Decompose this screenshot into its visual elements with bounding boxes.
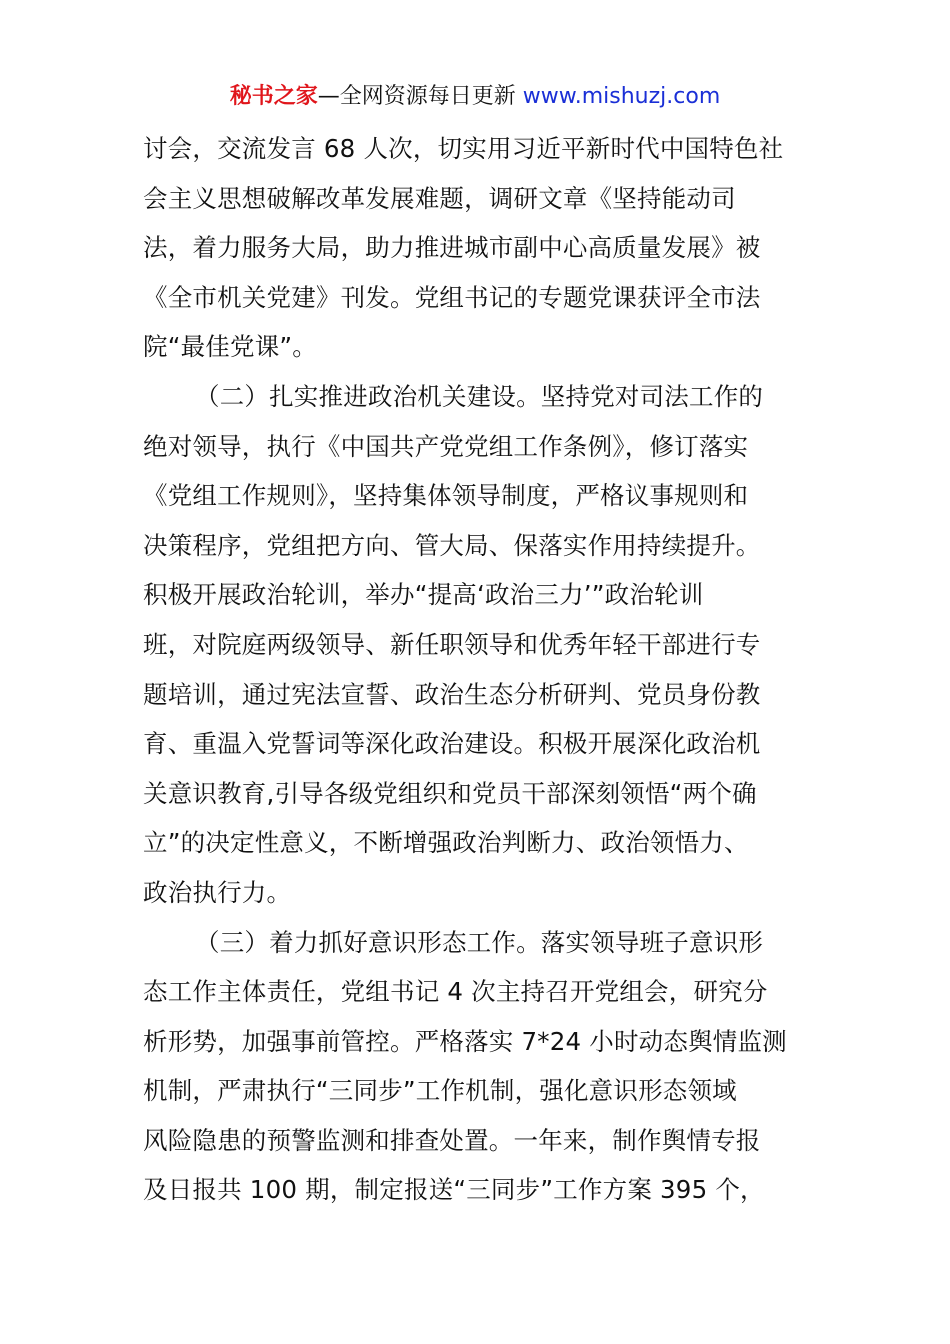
site-header [0, 82, 950, 112]
text-line: 风险隐患的预警监测和排查处置。一年来，制作舆情专报 [143, 1125, 761, 1155]
site-url-link[interactable]: www.mishuzj.com [522, 84, 721, 109]
site-brand: 秘书之家 [229, 84, 318, 109]
text-line: 积极开展政治轮训，举办“提高‘政治三力’”政治轮训 [143, 580, 704, 610]
text-line: 机制，严肃执行“三同步”工作机制，强化意识形态领域 [143, 1076, 737, 1106]
text-line: 班，对院庭两级领导、新任职领导和优秀年轻干部进行专 [143, 629, 761, 659]
text-line: 政治执行力。 [143, 877, 292, 907]
section-heading-line: （三）着力抓好意识形态工作。落实领导班子意识形 [195, 927, 764, 957]
section-heading-line: （二）扎实推进政治机关建设。坚持党对司法工作的 [195, 381, 764, 411]
document-body [143, 124, 807, 1215]
text-line: 及日报共 100 期，制定报送“三同步”工作方案 395 个， [143, 1175, 765, 1205]
text-line: 讨会，交流发言 68 人次，切实用习近平新时代中国特色社 [143, 134, 784, 163]
text-line: 决策程序，党组把方向、管大局、保落实作用持续提升。 [143, 530, 761, 560]
text-line: 绝对领导，执行《中国共产党党组工作条例》，修订落实 [143, 431, 749, 461]
text-line: 会主义思想破解改革发展难题，调研文章《坚持能动司 [143, 183, 736, 213]
text-line: 《党组工作规则》，坚持集体领导制度，严格议事规则和 [143, 481, 749, 511]
text-line: 题培训，通过宪法宣誓、政治生态分析研判、党员身份教 [143, 679, 761, 709]
text-line: 立”的决定性意义，不断增强政治判断力、政治领悟力、 [143, 828, 749, 858]
text-line: 态工作主体责任，党组书记 4 次主持召开党组会，研究分 [143, 977, 768, 1007]
text-line: 法，着力服务大局，助力推进城市副中心高质量发展》被 [143, 233, 761, 263]
text-line: 关意识教育,引导各级党组织和党员干部深刻领悟“两个确 [143, 778, 757, 808]
text-line: 院“最佳党课”。 [143, 332, 317, 362]
text-line: 育、重温入党誓词等深化政治建设。积极开展深化政治机 [143, 729, 761, 759]
text-line: 《全市机关党建》刊发。党组书记的专题党课获评全市法 [143, 282, 761, 312]
site-tagline: —全网资源每日更新 [317, 84, 523, 109]
text-line: 析形势，加强事前管控。严格落实 7*24 小时动态舆情监测 [143, 1026, 787, 1056]
